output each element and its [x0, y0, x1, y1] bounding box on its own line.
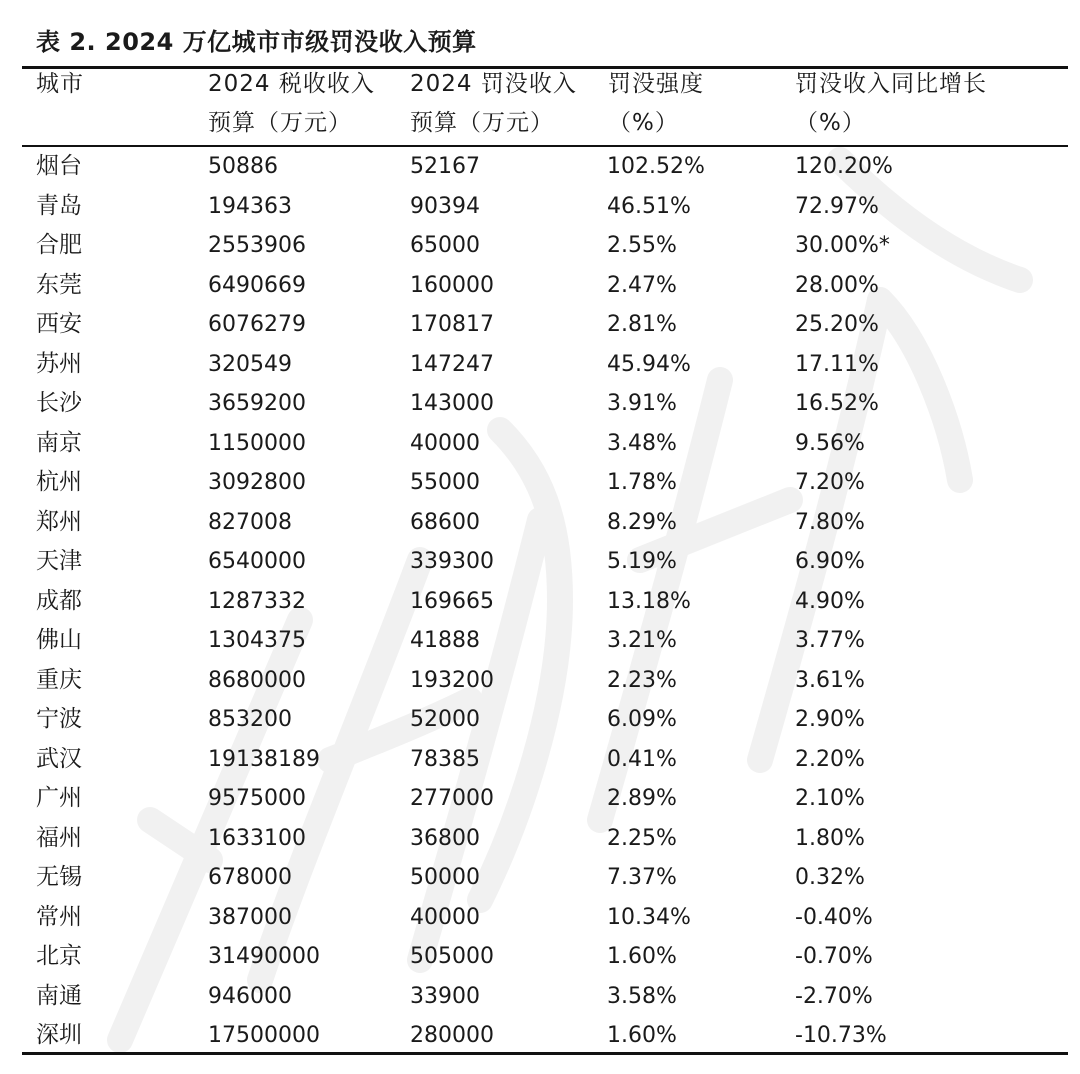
cell-growth: 17.11%	[795, 351, 879, 377]
table-row	[0, 503, 1080, 543]
cell-growth: 25.20%	[795, 312, 879, 337]
cell-tax: 1304375	[208, 628, 306, 653]
cell-fine: 90394	[410, 193, 480, 219]
cell-fine: 55000	[410, 470, 480, 495]
cell-growth: -10.73%	[795, 1023, 887, 1048]
cell-city: 南通	[36, 982, 82, 1009]
cell-city: 南京	[36, 429, 82, 456]
header-intensity-line2: （%）	[608, 110, 679, 136]
cell-city: 北京	[36, 943, 82, 969]
table-row	[0, 582, 1080, 622]
table-row	[0, 147, 1080, 187]
cell-tax: 17500000	[208, 1023, 320, 1048]
cell-intensity: 8.29%	[607, 509, 677, 535]
cell-tax: 19138189	[208, 746, 320, 772]
cell-fine: 169665	[410, 588, 494, 614]
cell-intensity: 2.89%	[607, 786, 677, 811]
cell-fine: 78385	[410, 746, 480, 772]
cell-growth: 28.00%	[795, 272, 879, 298]
table-row	[0, 937, 1080, 977]
header-intensity-line1: 罚没强度	[608, 71, 704, 97]
cell-intensity: 3.21%	[607, 628, 677, 653]
table-row	[0, 463, 1080, 503]
cell-tax: 6490669	[208, 272, 306, 298]
cell-intensity: 3.91%	[607, 391, 677, 416]
cell-growth: 3.77%	[795, 628, 865, 653]
cell-growth: 7.80%	[795, 509, 865, 535]
cell-tax: 1150000	[208, 430, 306, 456]
table-row	[0, 1016, 1080, 1056]
cell-growth: 72.97%	[795, 193, 879, 219]
table-row	[0, 542, 1080, 582]
cell-intensity: 45.94%	[607, 351, 691, 377]
table-row	[0, 898, 1080, 938]
table-row	[0, 187, 1080, 227]
cell-tax: 2553906	[208, 233, 306, 258]
cell-intensity: 3.48%	[607, 430, 677, 456]
cell-growth: 16.52%	[795, 391, 879, 416]
cell-fine: 193200	[410, 667, 494, 693]
cell-intensity: 13.18%	[607, 588, 691, 614]
cell-intensity: 1.78%	[607, 470, 677, 495]
header-growth-line1: 罚没收入同比增长	[795, 71, 987, 97]
table-row	[0, 779, 1080, 819]
cell-fine: 40000	[410, 904, 480, 930]
cell-tax: 678000	[208, 865, 292, 890]
cell-growth: 7.20%	[795, 470, 865, 495]
table-row	[0, 858, 1080, 898]
cell-intensity: 2.23%	[607, 667, 677, 693]
cell-city: 青岛	[36, 192, 82, 219]
cell-city: 广州	[36, 785, 82, 811]
cell-growth: 3.61%	[795, 667, 865, 693]
cell-intensity: 1.60%	[607, 944, 677, 969]
cell-fine: 52167	[410, 154, 480, 179]
table-row	[0, 226, 1080, 266]
cell-tax: 387000	[208, 904, 292, 930]
cell-city: 无锡	[36, 864, 82, 890]
cell-city: 常州	[36, 903, 82, 930]
cell-intensity: 46.51%	[607, 193, 691, 219]
cell-fine: 68600	[410, 509, 480, 535]
cell-city: 杭州	[36, 469, 82, 495]
cell-tax: 50886	[208, 154, 278, 179]
header-city: 城市	[36, 71, 84, 97]
cell-city: 西安	[36, 311, 82, 337]
cell-city: 佛山	[36, 627, 82, 653]
cell-city: 福州	[36, 824, 82, 851]
cell-fine: 33900	[410, 983, 480, 1009]
cell-growth: 4.90%	[795, 588, 865, 614]
header-growth-line2: （%）	[795, 110, 866, 136]
cell-intensity: 2.47%	[607, 272, 677, 298]
cell-intensity: 1.60%	[607, 1023, 677, 1048]
header-fine-line1: 2024 罚没收入	[410, 71, 577, 97]
cell-tax: 3092800	[208, 470, 306, 495]
cell-fine: 505000	[410, 944, 494, 969]
cell-growth: 30.00%*	[795, 233, 890, 258]
cell-fine: 280000	[410, 1023, 494, 1048]
cell-city: 烟台	[36, 153, 82, 179]
cell-growth: -2.70%	[795, 983, 873, 1009]
cell-city: 合肥	[36, 232, 82, 258]
cell-fine: 339300	[410, 549, 494, 574]
cell-intensity: 2.81%	[607, 312, 677, 337]
cell-tax: 853200	[208, 707, 292, 732]
cell-growth: 2.10%	[795, 786, 865, 811]
cell-fine: 143000	[410, 391, 494, 416]
cell-tax: 320549	[208, 351, 292, 377]
table-row	[0, 977, 1080, 1017]
table-row	[0, 661, 1080, 701]
cell-growth: 120.20%	[795, 154, 893, 179]
header-fine-line2: 预算（万元）	[410, 110, 554, 136]
table-title: 表 2. 2024 万亿城市市级罚没收入预算	[36, 28, 477, 56]
cell-tax: 946000	[208, 983, 292, 1009]
cell-tax: 31490000	[208, 944, 320, 969]
cell-fine: 277000	[410, 786, 494, 811]
table-row	[0, 740, 1080, 780]
cell-intensity: 5.19%	[607, 549, 677, 574]
cell-growth: 0.32%	[795, 865, 865, 890]
table-bottom-rule	[22, 1052, 1068, 1055]
table-body	[0, 147, 1080, 1056]
cell-tax: 6076279	[208, 312, 306, 337]
cell-intensity: 2.55%	[607, 233, 677, 258]
cell-city: 武汉	[36, 745, 82, 772]
header-tax-line2: 预算（万元）	[208, 110, 352, 136]
cell-fine: 160000	[410, 272, 494, 298]
cell-fine: 36800	[410, 825, 480, 851]
header-tax-line1: 2024 税收收入	[208, 71, 375, 97]
cell-fine: 40000	[410, 430, 480, 456]
cell-growth: 6.90%	[795, 549, 865, 574]
cell-city: 成都	[36, 587, 82, 614]
cell-tax: 1633100	[208, 825, 306, 851]
cell-tax: 9575000	[208, 786, 306, 811]
cell-fine: 52000	[410, 707, 480, 732]
table-row	[0, 819, 1080, 859]
table-row	[0, 266, 1080, 306]
cell-city: 深圳	[36, 1022, 82, 1048]
cell-intensity: 0.41%	[607, 746, 677, 772]
cell-intensity: 3.58%	[607, 983, 677, 1009]
cell-tax: 827008	[208, 509, 292, 535]
table-row	[0, 305, 1080, 345]
cell-fine: 41888	[410, 628, 480, 653]
cell-city: 长沙	[36, 390, 82, 416]
cell-tax: 1287332	[208, 588, 306, 614]
cell-fine: 50000	[410, 865, 480, 890]
cell-tax: 6540000	[208, 549, 306, 574]
cell-intensity: 10.34%	[607, 904, 691, 930]
cell-tax: 8680000	[208, 667, 306, 693]
cell-city: 宁波	[36, 706, 82, 732]
cell-growth: 2.20%	[795, 746, 865, 772]
table-row	[0, 621, 1080, 661]
cell-intensity: 6.09%	[607, 707, 677, 732]
cell-fine: 170817	[410, 312, 494, 337]
cell-growth: -0.70%	[795, 944, 873, 969]
table-row	[0, 384, 1080, 424]
table-row	[0, 424, 1080, 464]
cell-fine: 65000	[410, 233, 480, 258]
cell-intensity: 7.37%	[607, 865, 677, 890]
cell-city: 郑州	[36, 508, 82, 535]
cell-city: 天津	[36, 548, 82, 574]
cell-intensity: 2.25%	[607, 825, 677, 851]
cell-city: 重庆	[36, 666, 82, 693]
cell-tax: 3659200	[208, 391, 306, 416]
cell-growth: 9.56%	[795, 430, 865, 456]
cell-growth: 2.90%	[795, 707, 865, 732]
cell-growth: -0.40%	[795, 904, 873, 930]
cell-city: 苏州	[36, 350, 82, 377]
cell-fine: 147247	[410, 351, 494, 377]
cell-intensity: 102.52%	[607, 154, 705, 179]
table-row	[0, 700, 1080, 740]
table-row	[0, 345, 1080, 385]
cell-tax: 194363	[208, 193, 292, 219]
cell-city: 东莞	[36, 271, 82, 298]
cell-growth: 1.80%	[795, 825, 865, 851]
